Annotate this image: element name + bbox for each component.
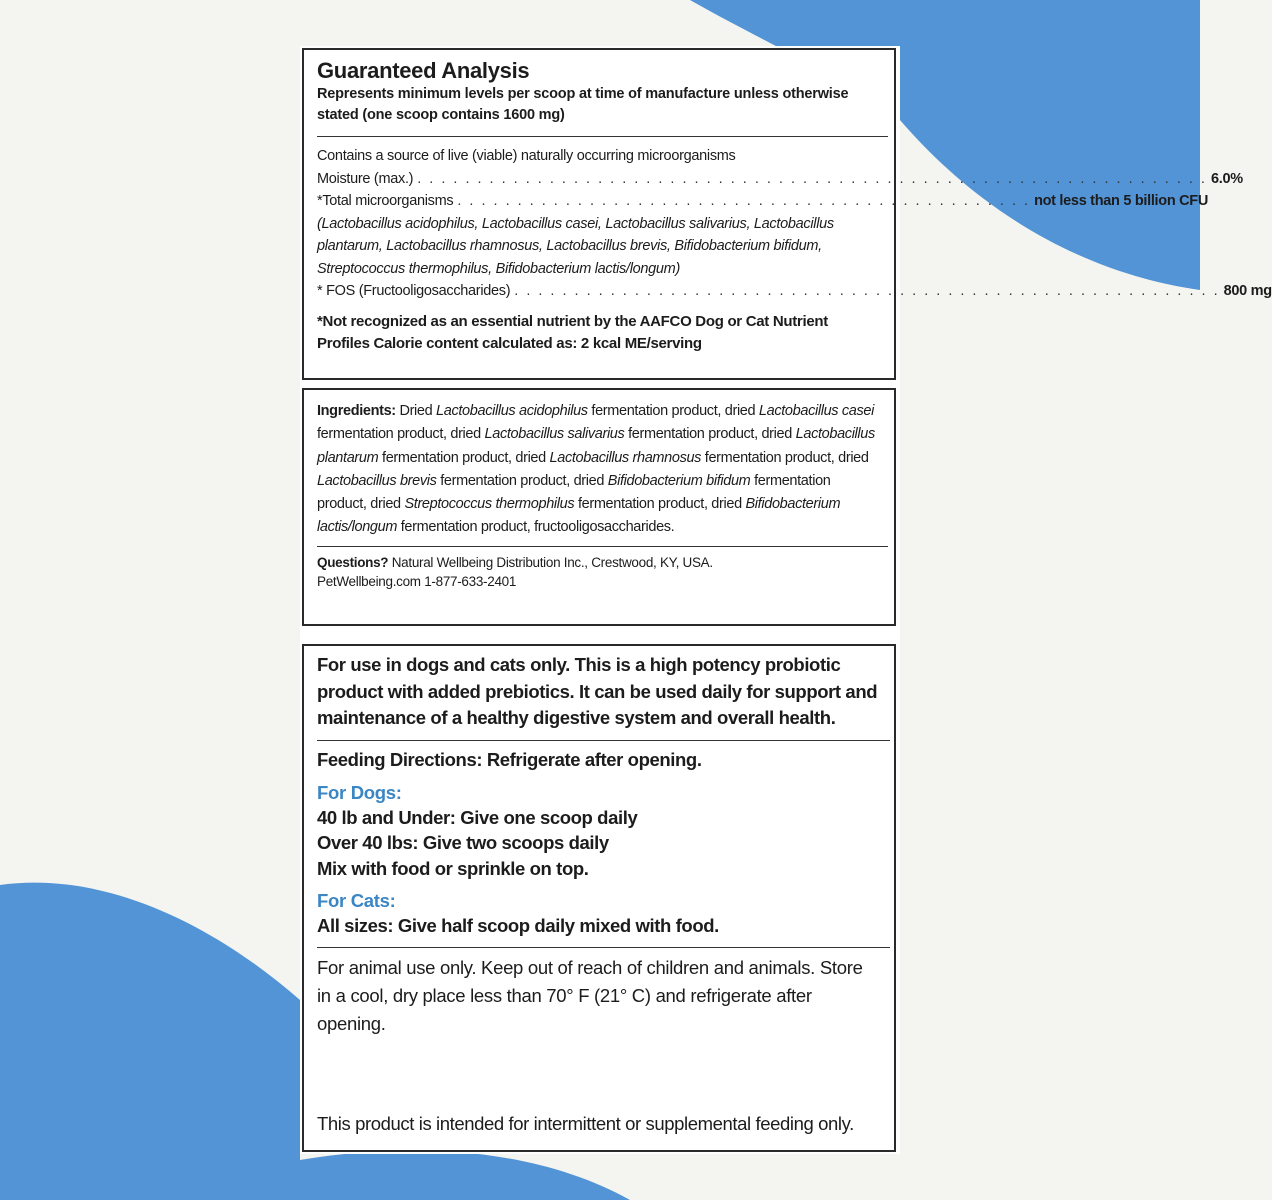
analysis-row-microorganisms	[317, 190, 1209, 213]
cat-direction-line: All sizes: Give half scoop daily mixed with food.	[317, 915, 719, 936]
analysis-row-fos	[317, 280, 1272, 303]
leader-dots: . . . . . . . . . . . . . . . . . . . . . . . . . . . . . . . . . . . . . . . . . . . . . . . . . . . . . . . . . . .	[514, 283, 1220, 299]
for-cats-heading: For Cats:	[317, 890, 396, 911]
product-description: For use in dogs and cats only. This is a high potency probiotic product with added prebiotics. It can be used daily for support and maintenance of a healthy digestive system and overall health.	[317, 654, 878, 728]
feeding-directions-heading: Feeding Directions: Refrigerate after opening.	[317, 748, 702, 770]
contact-line: PetWellbeing.com 1-877-633-2401	[317, 573, 517, 589]
analysis-row-value: not less than 5 billion CFU	[1034, 193, 1209, 209]
ingredient-organism: Lactobacillus rhamnosus	[549, 449, 702, 466]
ingredient-text: fermentation product, fructooligosaccharides.	[397, 519, 675, 536]
ingredient-organism: Bifidobacterium lactis/longum	[317, 496, 841, 536]
ingredient-organism: Bifidobacterium bifidum	[607, 472, 751, 489]
analysis-row-label: * FOS (Fructooligosaccharides)	[317, 283, 511, 299]
analysis-row-label: Moisture (max.)	[317, 170, 414, 187]
ingredient-text: fermentation product, dried	[317, 426, 485, 443]
ingredient-organism: Lactobacillus brevis	[317, 472, 437, 489]
aafco-note: *Not recognized as an essential nutrient by the AAFCO Dog or Cat Nutrient Profiles Calorie content calculated as: 2 kcal ME/serving	[317, 312, 828, 352]
analysis-row-value: 6.0%	[1210, 170, 1243, 187]
ingredient-organism: Lactobacillus acidophilus	[436, 403, 588, 419]
ingredient-organism: Streptococcus thermophilus	[404, 496, 575, 513]
analysis-row-moisture	[317, 168, 1243, 191]
ingredient-text: fermentation product, dried	[317, 472, 831, 513]
divider	[317, 947, 890, 948]
ingredients-label: Ingredients:	[317, 403, 396, 419]
leader-dots: . . . . . . . . . . . . . . . . . . . . . . . . . . . . . . . . . . . . . . . . . . . . . . . .	[457, 193, 1031, 209]
analysis-row-label: *Total microorganisms	[317, 193, 454, 209]
guaranteed-analysis-panel	[302, 48, 1272, 380]
ingredient-text: fermentation product, dried	[624, 426, 796, 443]
questions-label: Questions?	[317, 554, 389, 570]
ingredient-text: fermentation product, dried	[574, 496, 746, 513]
directions-panel	[302, 644, 896, 1152]
for-dogs-heading: For Dogs:	[317, 781, 402, 803]
ingredient-text: fermentation product, dried	[378, 449, 550, 466]
divider	[317, 740, 890, 741]
ingredient-text: fermentation product, dried	[701, 449, 869, 466]
dog-direction-line: 40 lb and Under: Give one scoop daily	[317, 806, 638, 828]
ingredients-panel	[302, 388, 896, 626]
questions-line	[317, 553, 882, 572]
guaranteed-analysis-subtitle: Represents minimum levels per scoop at time of manufacture unless otherwise stated (one scoop contains 1600 mg)	[317, 86, 849, 123]
leader-dots: . . . . . . . . . . . . . . . . . . . . . . . . . . . . . . . . . . . . . . . . . . . . . . . . . . . . . . . . . . . . . . . . . .	[417, 170, 1207, 187]
ingredients-text	[317, 400, 882, 540]
ingredient-organism: Lactobacillus plantarum	[317, 426, 875, 466]
supplemental-feeding-note: This product is intended for intermittent or supplemental feeding only.	[317, 1113, 854, 1134]
distributor-text: Natural Wellbeing Distribution Inc., Crestwood, KY, USA.	[388, 554, 713, 570]
ingredient-text: fermentation product, dried	[587, 403, 759, 419]
storage-warning: For animal use only. Keep out of reach of children and animals. Store in a cool, dry place less than 70° F (21° C) and refrigerate after opening.	[317, 956, 863, 1034]
analysis-row-value: 800 mg	[1223, 283, 1272, 299]
microorganisms-intro: Contains a source of live (viable) naturally occurring microorganisms	[317, 148, 736, 164]
ingredient-text: fermentation product, dried	[436, 472, 608, 489]
ingredient-text: Dried	[395, 403, 437, 419]
organism-list: (Lactobacillus acidophilus, Lactobacillus casei, Lactobacillus salivarius, Lactobacillus plantarum, Lactobacillus rhamnosus, Lactobacillus brevis, Bifidobacterium bifidum, Streptococcus thermophilus, Bifidobacterium lactis/longum)	[317, 215, 834, 277]
dog-direction-line: Over 40 lbs: Give two scoops daily	[317, 832, 609, 853]
ingredient-organism: Lactobacillus casei	[758, 403, 874, 419]
ingredient-organism: Lactobacillus salivarius	[484, 426, 625, 443]
divider	[317, 546, 888, 547]
guaranteed-analysis-title: Guaranteed Analysis	[317, 58, 530, 83]
dog-direction-line: Mix with food or sprinkle on top.	[317, 857, 589, 879]
divider	[317, 136, 888, 137]
